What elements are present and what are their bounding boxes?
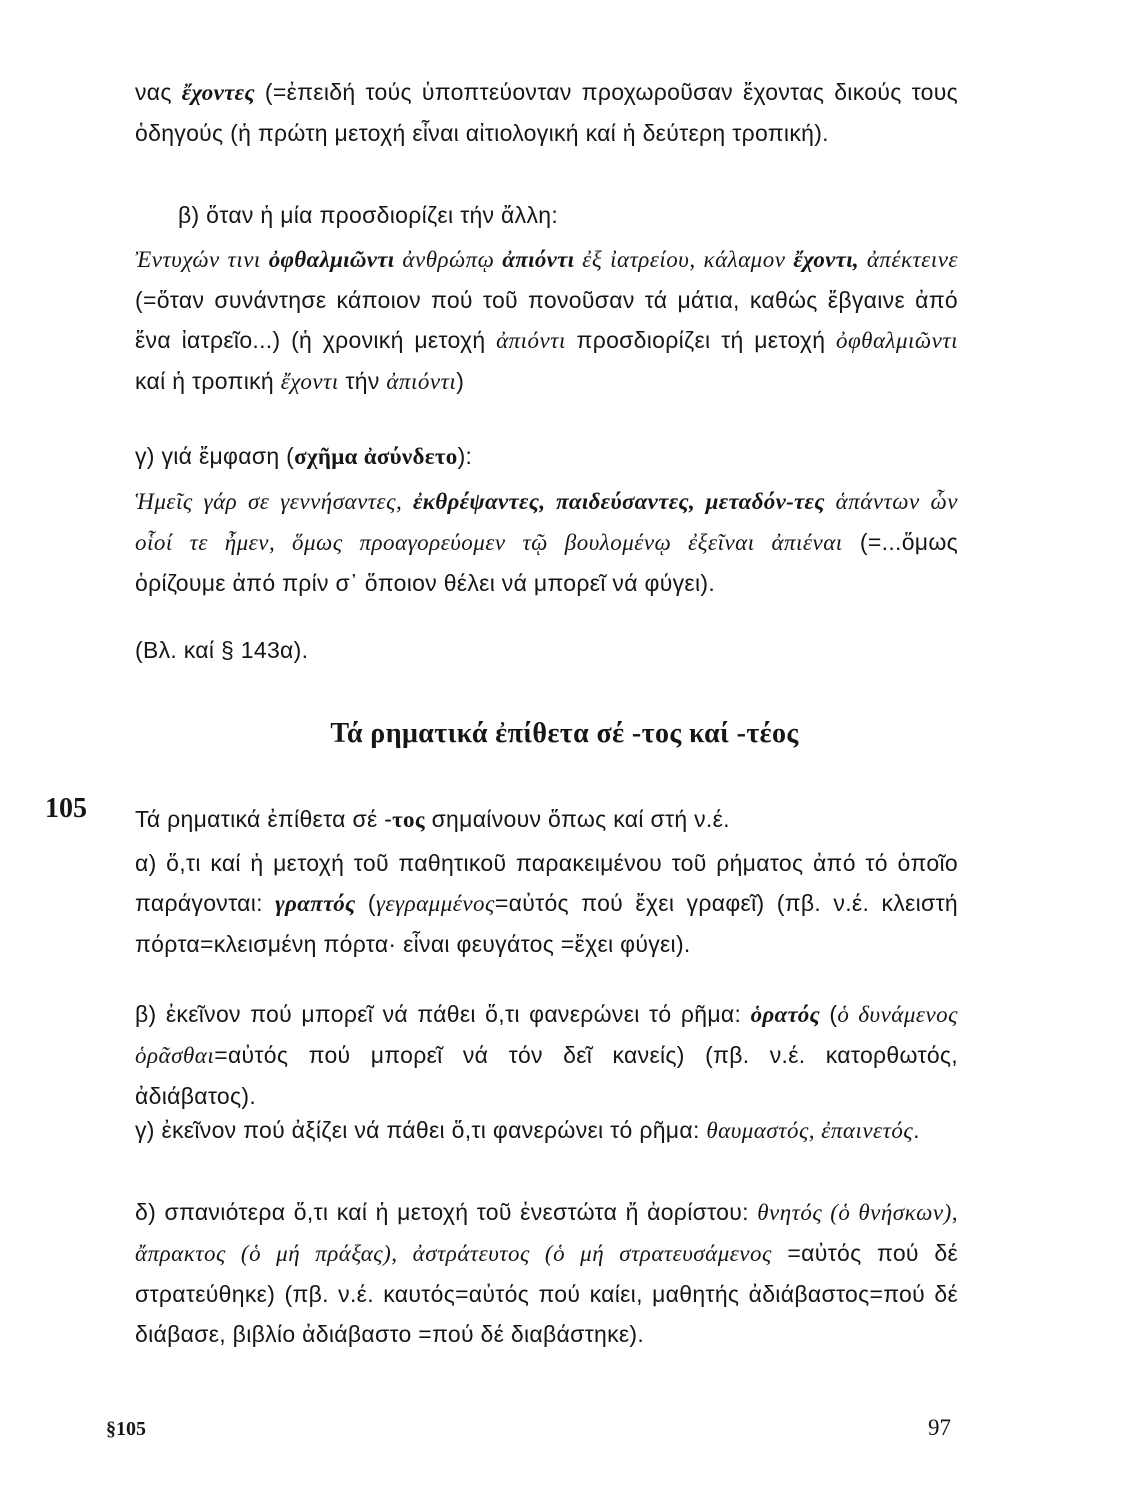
beta_example-run: τήν — [338, 368, 387, 394]
beta_example-run: ἀπιόντι — [502, 247, 575, 272]
beta-example — [135, 239, 958, 402]
beta-label: β) ὅταν ἡ μία προσδιορίζει τήν ἄλλη: — [178, 202, 559, 228]
delta-paragraph — [135, 1192, 958, 1354]
intro-paragraph — [135, 72, 958, 153]
alpha-run: γεγραμμένος — [375, 891, 495, 916]
delta-run: =αὐτός πού δέ στρατεύθηκε) (πβ. ν.έ. καυτός=αὐτός πού καίει, μαθητής ἀδιάβαστος=πού δέ διάβασε, βιβλίο ἀδιάβαστο =πού δέ διαβάστηκε). — [135, 1240, 958, 1347]
beta_example-run: ὀφθαλμιῶντι — [835, 328, 958, 353]
gamma_example-run: γεννήσαντες, — [280, 489, 414, 514]
gamma2-run: . — [913, 1117, 920, 1143]
gamma_example-run: ἐκθρέψαντες, παιδεύσαντες, μεταδόν-τες — [413, 489, 825, 514]
alpha-run: =αὐτός πού ἔχει γραφεῖ) (πβ. ν.έ. κλειστή πόρτα=κλεισμένη πόρτα· εἶναι φευγάτος =ἔχει φύγει). — [135, 890, 958, 957]
beta2-paragraph — [135, 994, 958, 1116]
section-heading: Τά ρηματικά ἐπίθετα σέ -τος καί -τέος — [330, 718, 799, 749]
gamma_example-run: (=...ὅμως ὁρίζουμε ἀπό πρίν σ᾽ ὅποιον θέλει νά μπορεῖ νά φύγει). — [135, 529, 958, 596]
beta_example-run: ἀνθρώπῳ — [394, 247, 503, 272]
beta_example-run: (=ὅταν συνάντησε κάποιον πού τοῦ πονοῦσαν τά μάτια, καθώς ἔβγαινε ἀπό ἕνα ἰατρεῖο...) (ἡ χρονική μετοχή — [135, 287, 958, 353]
delta-run: θνητός (ὁ θνήσκων), ἄπρακτος (ὁ μή πράξας), ἀστράτευτος (ὁ μή στρατευσάμενος — [135, 1200, 959, 1266]
section-intro — [135, 799, 958, 840]
beta_example-run: Ἐντυχών τινι — [135, 247, 269, 272]
beta_example-run: ἔχοντι — [280, 369, 339, 394]
beta_example-run: προσδιορίζει τή μετοχή — [565, 327, 836, 353]
beta_example-run: ἀπιόντι — [386, 369, 457, 394]
beta_example-run: καί ἡ τροπική — [135, 368, 281, 394]
alpha-run: α) ὅ,τι καί ἡ μετοχή τοῦ παθητικοῦ παρακειμένου τοῦ ρήματος ἀπό τό ὁποῖο παράγονται: — [135, 850, 958, 916]
beta_example-run: ἀπιόντι — [496, 328, 566, 353]
sec_intro-run: τος — [392, 807, 425, 832]
beta2-run: β) ἐκεῖνον πού μπορεῖ νά πάθει ὅ,τι φανερώνει τό ρῆμα: — [135, 1001, 751, 1027]
gamma_label-run: σχῆμα ἀσύνδετο — [294, 444, 458, 469]
footer-section: §105 — [106, 1418, 146, 1440]
sec_intro-run: Τά ρηματικά ἐπίθετα σέ - — [135, 806, 393, 832]
alpha-run: γραπτός — [275, 891, 356, 916]
gamma_example-run: ἁπάντων ὧν οἷοί τε ἦμεν, ὅμως προαγορεύομεν τῷ βουλομένῳ ἐξεῖναι ἀπιέναι — [135, 489, 958, 555]
intro-run: (=ἐπειδή τούς ὑποπτεύονταν προχωροῦσαν ἔχοντας δικούς τους ὁδηγούς (ἡ πρώτη μετοχή εἶναι αἰτιολογική καί ἡ δεύτερη τροπική). — [135, 79, 958, 146]
beta_example-run: ἔχοντι, — [793, 247, 859, 272]
beta2-run: ὁρατός — [750, 1002, 821, 1027]
section-number: 105 — [45, 793, 87, 824]
gamma_label-run: γ) γιά ἔμφαση ( — [135, 443, 295, 469]
gamma2-run: θαυμαστός, ἐπαινετός — [706, 1118, 914, 1143]
beta2-run: ὁ δυνάμενος ὁρᾶσθαι — [135, 1002, 959, 1068]
gamma_label-run: ): — [457, 443, 473, 469]
gamma_example-run: Ἡμεῖς γάρ σε — [135, 489, 281, 514]
alpha-run: ( — [355, 890, 376, 916]
page-number: 97 — [928, 1415, 951, 1440]
beta_example-run: ὀφθαλμιῶντι — [268, 247, 395, 272]
gamma2-paragraph — [135, 1110, 958, 1151]
beta2-run: =αὐτός πού μπορεῖ νά τόν δεῖ κανείς) (πβ. ν.έ. κατορθωτός, ἀδιάβατος). — [135, 1042, 958, 1109]
gamma-label — [135, 436, 958, 477]
beta_example-run: ) — [456, 368, 465, 394]
gamma-example — [135, 481, 958, 603]
beta_example-run: ἀπέκτεινε — [858, 247, 959, 272]
gamma-reference: (Βλ. καί § 143α). — [135, 637, 309, 663]
intro-run: νας — [135, 79, 182, 105]
beta2-run: ( — [820, 1001, 838, 1027]
intro-run: ἔχοντες — [181, 80, 255, 105]
gamma2-run: γ) ἐκεῖνον πού ἀξίζει νά πάθει ὅ,τι φανερώνει τό ρῆμα: — [135, 1117, 707, 1143]
sec_intro-run: σημαίνουν ὅπως καί στή ν.έ. — [424, 806, 730, 832]
beta_example-run: ἐξ ἰατρείου, κάλαμον — [574, 247, 794, 272]
delta-run: δ) σπανιότερα ὅ,τι καί ἡ μετοχή τοῦ ἐνεστώτα ἤ ἀορίστου: — [135, 1199, 758, 1225]
alpha-paragraph — [135, 843, 958, 964]
